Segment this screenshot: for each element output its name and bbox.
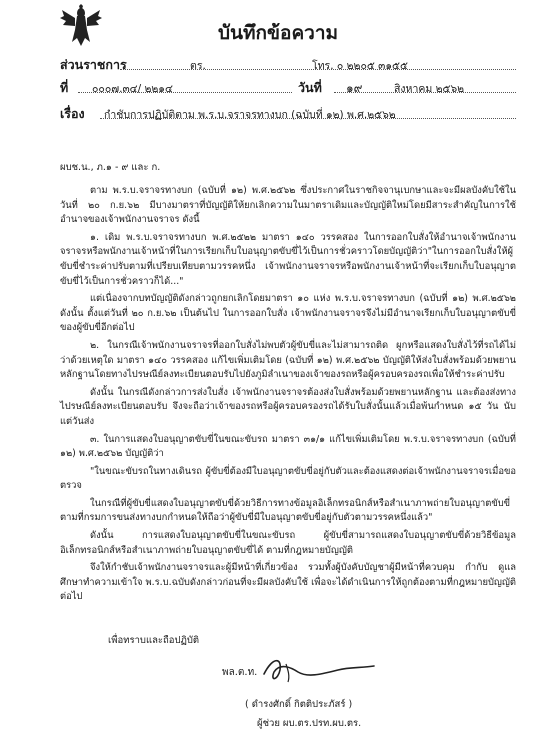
subject-label: เรื่อง xyxy=(60,106,85,121)
memo-body xyxy=(60,184,516,608)
phone-value: โทร. ๐ ๒๒๐๕ ๓๑๕๕ xyxy=(312,60,408,72)
paragraph-1-text: ๑. เดิม พ.ร.บ.จราจรทางบก พ.ศ.๒๕๒๒ มาตรา ๑๔๐ วรรคสอง ในการออกใบสั่งให้อำนาจเจ้าพนักงานจราจรหรือพนักงานเจ้าหน้าที่ในการเรียกเก็บใบอนุญาตขับขี่ไว้เป็นการชั่วคราวโดยบัญญัติว่า xyxy=(60,231,516,258)
agency-value: ตร. xyxy=(190,60,206,72)
paragraph-3b: ดังนั้น การแสดงใบอนุญาตขับขี่ในขณะขับรถ ผู้ขับขี่สามารถแสดงใบอนุญาตขับขี่ด้วยวิธีข้อมูลอิเล็กทรอนิกส์หรือสำเนาภาพถ่ายใบอนุญาตขับขี่ได้ ตามที่กฎหมายบัญญัติ xyxy=(60,530,516,556)
number-label: ที่ xyxy=(60,80,69,95)
reference-line: ผบช.น., ภ.๑ - ๙ และ ก. xyxy=(60,162,161,173)
subject-row xyxy=(60,104,85,124)
subject-value: กำชับการปฏิบัติตาม พ.ร.บ.จราจรทางบก (ฉบับที่ ๑๒) พ.ศ.๒๕๖๒ xyxy=(104,109,396,121)
number-row xyxy=(60,78,68,98)
paragraph-1b: แต่เนื่องจากบทบัญญัติดังกล่าวถูกยกเลิกโดยมาตรา ๑๐ แห่ง พ.ร.บ.จราจรทางบก (ฉบับที่ ๑๒) พ.ศ.๒๕๖๒ ดังนั้น ตั้งแต่วันที่ ๒๐ ก.ย.๖๒ เป็นต้นไป ในการออกใบสั่ง เจ้าพนักงานจราจรจึงไม่มีอำนาจเรียกเก็บใบอนุญาตขับขี่ของผู้ขับขี่อีกต่อไป xyxy=(60,293,516,334)
paragraph-2b: ดังนั้น ในกรณีดังกล่าวการส่งใบสั่ง เจ้าพนักงานจราจรต้องส่งใบสั่งพร้อมด้วยพยานหลักฐาน และต้องส่งทางไปรษณีย์ลงทะเบียนตอบรับ จึงจะถือว่าเจ้าของรถหรือผู้ครอบครองรถได้รับใบสั่งนั้นแล้วเมื่อพ้นกำหนด ๑๕ วัน นับแต่วันส่ง xyxy=(60,386,516,427)
date-rest: สิงหาคม ๒๕๖๒ xyxy=(394,83,465,95)
paragraph-3-quote-1: "ในขณะขับรถในทางเดินรถ ผู้ขับขี่ต้องมีใบอนุญาตขับขี่อยู่กับตัวและต้องแสดงต่อเจ้าพนักงานจราจรเมื่อขอตรวจ xyxy=(60,465,516,492)
paragraph-instruction: จึงให้กำชับเจ้าพนักงานจราจรและผู้มีหน้าที่เกี่ยวข้อง รวมทั้งผู้บังคับบัญชาผู้มีหน้าที่ควบคุม กำกับ ดูแล ศึกษาทำความเข้าใจ พ.ร.บ.ฉบับดังกล่าวก่อนที่จะมีผลบังคับใช้ เพื่อจะได้ดำเนินการให้ถูกต้องตามที่กฎหมายบัญญัติต่อไป xyxy=(60,562,516,603)
date-day: ๑๙ xyxy=(346,81,363,95)
handwritten-signature xyxy=(258,648,378,690)
paragraph-3: ๓. ในการแสดงใบอนุญาตขับขี่ในขณะขับรถ มาตรา ๓๑/๑ แก้ไขเพิ่มเติมโดย พ.ร.บ.จราจรทางบก (ฉบับที่ ๑๒) พ.ศ.๒๕๖๒ บัญญัติว่า xyxy=(60,433,516,460)
paragraph-3-quote-2: ในกรณีที่ผู้ขับขี่แสดงใบอนุญาตขับขี่ด้วยวิธีการทางข้อมูลอิเล็กทรอนิกส์หรือสำเนาภาพถ่ายใบอนุญาตขับขี่ตามที่กรมการขนส่งทางบกกำหนดให้ถือว่าผู้ขับขี่มีใบอนุญาตขับขี่อยู่กับตัวตามวรรคหนึ่งแล้ว" xyxy=(60,497,511,524)
signer-name: ( ดำรงศักดิ์ กิตติประภัสร์ ) xyxy=(245,699,353,710)
paragraph-1 xyxy=(60,231,516,289)
agency-row xyxy=(60,55,127,75)
paragraph-2: ๒. ในกรณีเจ้าพนักงานจราจรที่ออกใบสั่งไม่พบตัวผู้ขับขี่และไม่สามารถติด ผูกหรือแสดงใบสั่งไว้ที่รถได้ไม่ว่าด้วยเหตุใด มาตรา ๑๔๐ วรรคสอง แก้ไขเพิ่มเติมโดย (ฉบับที่ ๑๒) พ.ศ.๒๕๖๒ บัญญัติให้ส่งใบสั่งพร้อมด้วยพยานหลักฐานโดยทางไปรษณีย์ลงทะเบียนตอบรับไปยังภูมิลำเนาของเจ้าของรถหรือผู้ครอบครองรถเพื่อให้ชำระค่าปรับ xyxy=(60,339,516,381)
closing-line: เพื่อทราบและถือปฏิบัติ xyxy=(108,635,200,646)
paragraph-intro: ตาม พ.ร.บ.จราจรทางบก (ฉบับที่ ๑๒) พ.ศ.๒๕๖๒ ซึ่งประกาศในราชกิจจานุเบกษาและจะมีผลบังคับใช้ในวันที่ ๒๐ ก.ย.๖๒ มีบางมาตราที่บัญญัติให้ยกเลิกความในมาตราเดิมและบัญญัติใหม่โดยมีสาระสำคัญในการใช้อำนาจของเจ้าพนักงานจราจร ดังนี้ xyxy=(60,185,516,226)
number-value: ๐๐๐๗.๓๔/ ๒๒๑๔ xyxy=(92,83,173,95)
agency-label: ส่วนราชการ xyxy=(60,57,127,72)
signer-rank: พล.ต.ท. xyxy=(222,667,258,678)
memo-title: บันทึกข้อความ xyxy=(217,22,339,44)
date-label: วันที่ xyxy=(298,80,322,95)
paragraph-1-quote: "ในการออกใบสั่งให้ผู้ขับขี่ชำระค่าปรับตามที่เปรียบเทียบตามวรรคหนึ่ง เจ้าพนักงานจราจรหรือพนักงานเจ้าหน้าที่จะเรียกเก็บใบอนุญาตขับขี่ไว้เป็นการชั่วคราวก็ได้..." xyxy=(60,246,516,287)
signer-position: ผู้ช่วย ผบ.ตร.ปรท.ผบ.ตร. xyxy=(257,718,362,729)
